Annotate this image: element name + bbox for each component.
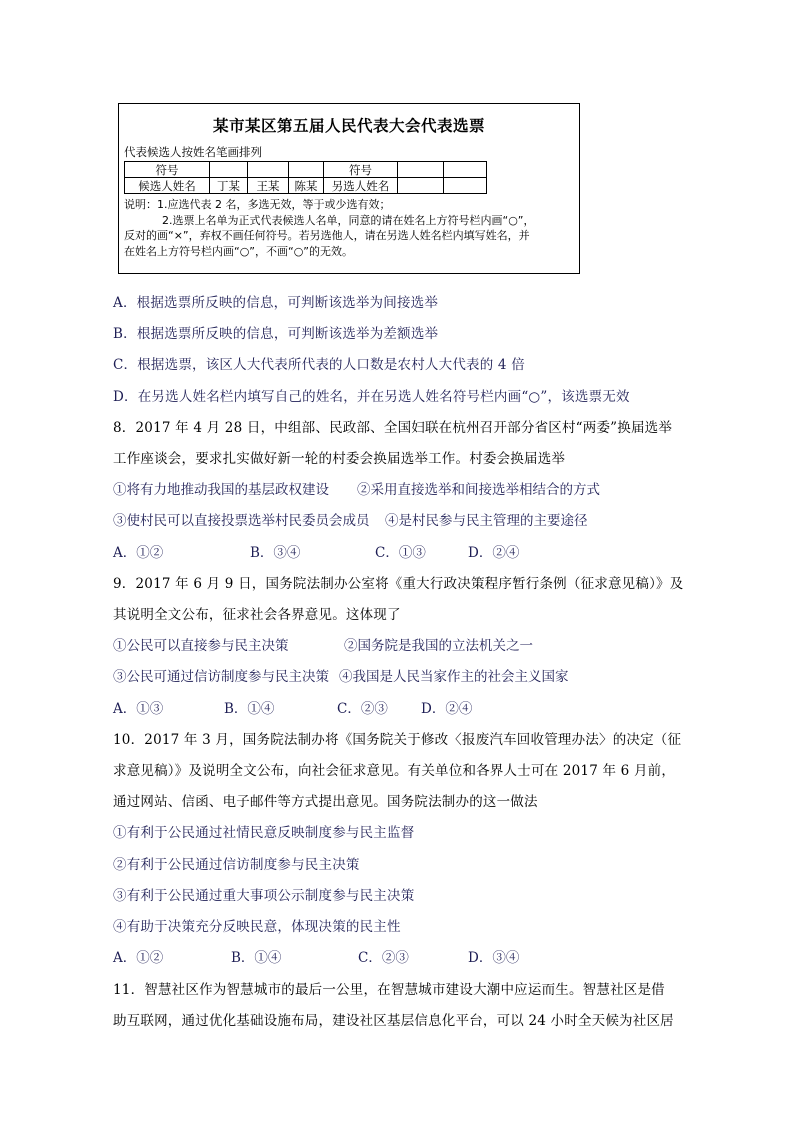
- q7-option-a: A．根据选票所反映的信息，可判断该选举为间接选举: [113, 295, 439, 311]
- ballot-cell: 另选人姓名: [324, 178, 398, 194]
- q11-stem-line: 11．智慧社区作为智慧城市的最后一公里，在智慧城市建设大潮中应运而生。智慧社区是借: [113, 982, 665, 998]
- q10-item-2: ②有利于公民通过信访制度参与民主决策: [113, 857, 360, 873]
- q9-choice-c: C．②③: [337, 701, 388, 717]
- ballot-symbol-row: [125, 162, 487, 178]
- ballot-cell: [248, 162, 289, 178]
- q10-choice-b: B．①④: [231, 950, 282, 966]
- q10-item-4: ④有助于决策充分反映民意，体现决策的民主性: [113, 919, 401, 935]
- ballot-cell: 陈某: [289, 178, 324, 194]
- q9-stem-line: 其说明全文公布，征求社会各界意见。这体现了: [113, 607, 401, 623]
- ballot-cell: 符号: [125, 162, 210, 178]
- q8-items-row: [113, 478, 713, 498]
- ballot-title: 某市某区第五届人民代表大会代表选票: [212, 116, 485, 135]
- ballot-cell: 丁某: [210, 178, 248, 194]
- q11-stem-line: 助互联网，通过优化基础设施布局，建设社区基层信息化平台，可以 24 小时全天候为社区居: [113, 1013, 674, 1029]
- q10-choice-a: A．①②: [113, 950, 164, 966]
- q10-choices: [113, 946, 713, 966]
- ballot-note-line: 说明：1.应选代表 2 名，多选无效，等于或少选有效；: [124, 198, 391, 211]
- q8-choices: [113, 541, 713, 561]
- ballot-subtitle: 代表候选人按姓名笔画排列: [124, 145, 262, 159]
- ballot-cell: 王某: [248, 178, 289, 194]
- q9-item-1: ①公民可以直接参与民主决策: [113, 638, 289, 654]
- q9-items-row: [113, 634, 713, 654]
- ballot-cell: 候选人姓名: [125, 178, 210, 194]
- q9-choice-a: A．①③: [113, 701, 164, 717]
- q8-item-4: ④是村民参与民主管理的主要途径: [385, 513, 588, 529]
- ballot-note-line: 在姓名上方符号栏内画“○”，不画“○”的无效。: [124, 244, 353, 258]
- ballot-cell: [210, 162, 248, 178]
- q8-item-3: ③使村民可以直接投票选举村民委员会成员: [113, 513, 370, 529]
- q10-item-3: ③有利于公民通过重大事项公示制度参与民主决策: [113, 888, 415, 904]
- q8-item-1: ①将有力地推动我国的基层政权建设: [113, 482, 329, 498]
- ballot-figure: [118, 103, 580, 274]
- ballot-cell: [289, 162, 324, 178]
- ballot-note-line: 反对的画“×”，弃权不画任何符号。若另选他人，请在另选人姓名栏内填写姓名，并: [124, 229, 530, 242]
- q10-item-1: ①有利于公民通过社情民意反映制度参与民主监督: [113, 825, 415, 841]
- ballot-cell: [398, 162, 444, 178]
- q9-stem-line: 9．2017 年 6 月 9 日，国务院法制办公室将《重大行政决策程序暂行条例（征求意见稿）》及: [113, 576, 684, 592]
- ballot-cell: 符号: [324, 162, 398, 178]
- q10-stem-line: 通过网站、信函、电子邮件等方式提出意见。国务院法制办的这一做法: [113, 794, 538, 810]
- ballot-name-row: [125, 178, 487, 194]
- q8-item-2: ②采用直接选举和间接选举相结合的方式: [357, 482, 600, 498]
- q9-choices: [113, 697, 713, 717]
- q7-option-c: C．根据选票，该区人大代表所代表的人口数是农村人大代表的 4 倍: [113, 357, 525, 373]
- q8-choice-a: A．①②: [113, 545, 164, 561]
- q9-item-3: ③公民可通过信访制度参与民主决策: [113, 669, 329, 685]
- q10-stem-line: 求意见稿）》及说明全文公布，向社会征求意见。有关单位和各界人士可在 2017 年 6 月前，: [113, 763, 676, 779]
- q10-choice-c: C．②③: [358, 950, 409, 966]
- ballot-note-line: 2.选票上名单为正式代表候选人名单，同意的请在姓名上方符号栏内画“○”，: [162, 213, 535, 227]
- q9-items-row: [113, 665, 713, 685]
- ballot-table: [124, 161, 487, 194]
- q8-stem-line: 8．2017 年 4 月 28 日，中组部、民政部、全国妇联在杭州召开部分省区村“两委”换届选举: [113, 420, 673, 436]
- q9-choice-d: D．②④: [421, 701, 473, 717]
- ballot-cell: [398, 178, 444, 194]
- q7-option-b: B．根据选票所反映的信息，可判断该选举为差额选举: [113, 326, 439, 342]
- ballot-cell: [444, 162, 487, 178]
- q8-choice-b: B．③④: [250, 545, 301, 561]
- q9-item-4: ④我国是人民当家作主的社会主义国家: [339, 669, 569, 685]
- q8-stem-line: 工作座谈会，要求扎实做好新一轮的村委会换届选举工作。村委会换届选举: [113, 451, 566, 467]
- q10-stem-line: 10．2017 年 3 月，国务院法制办将《国务院关于修改〈报废汽车回收管理办法〉的决定（征: [113, 732, 682, 748]
- ballot-cell: [444, 178, 487, 194]
- q10-choice-d: D．③④: [468, 950, 520, 966]
- q8-items-row: [113, 509, 713, 529]
- q9-item-2: ②国务院是我国的立法机关之一: [344, 638, 533, 654]
- q8-choice-d: D．②④: [468, 545, 520, 561]
- ballot-notes: [124, 197, 576, 259]
- q9-choice-b: B．①④: [224, 701, 275, 717]
- q8-choice-c: C．①③: [375, 545, 426, 561]
- q7-option-d: D．在另选人姓名栏内填写自己的姓名，并在另选人姓名符号栏内画“○”，该选票无效: [113, 389, 630, 405]
